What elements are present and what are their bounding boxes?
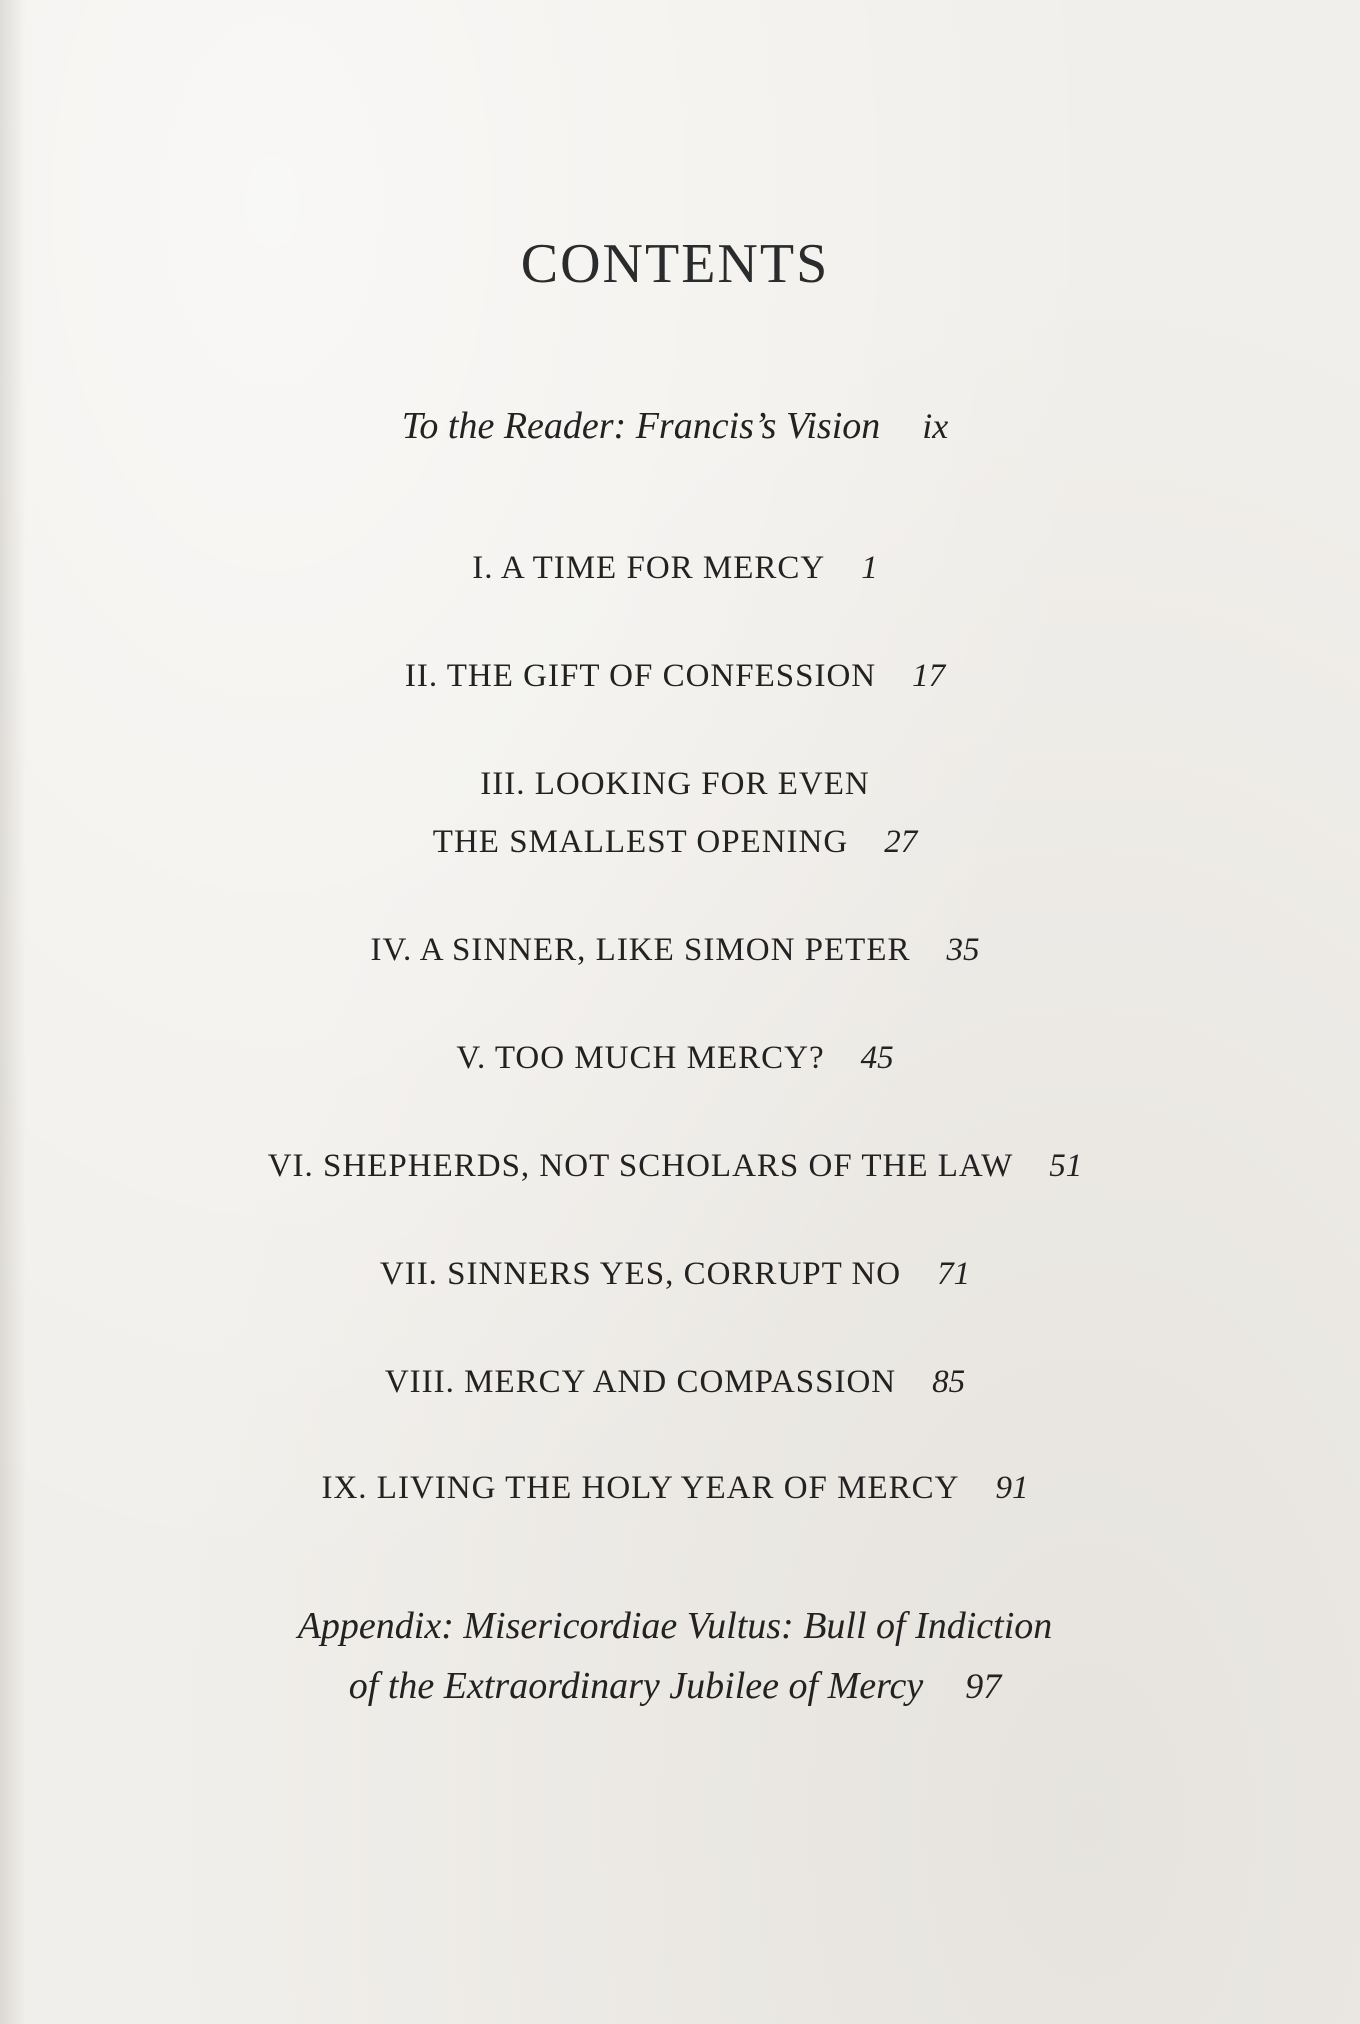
toc-page-number: ix [922,406,949,446]
toc-entry-label: IX. LIVING THE HOLY YEAR OF MERCY [321,1470,960,1506]
toc-entry-chapter-4 [0,932,1350,969]
toc-entry-label: VII. SINNERS YES, CORRUPT NO [379,1256,902,1292]
toc-page-number: 85 [932,1364,966,1400]
toc-page-number: 1 [861,550,878,586]
toc-entry-chapter-2 [0,658,1350,695]
toc-entry-chapter-3 [0,766,1350,803]
toc-entry-appendix-continued [0,1664,1350,1708]
toc-entry-chapter-8 [0,1364,1350,1401]
toc-entry-chapter-6 [0,1148,1350,1185]
toc-entry-chapter-1 [0,550,1350,587]
toc-entry-label: I. A TIME FOR MERCY [472,550,826,586]
toc-page-number: 71 [937,1256,971,1292]
toc-entry-chapter-9 [0,1470,1350,1507]
toc-entry-label-line2: THE SMALLEST OPENING [432,824,849,860]
toc-entry-appendix [0,1604,1350,1648]
toc-entry-label: To the Reader: Francis’s Vision [401,405,881,447]
toc-entry-to-the-reader [0,404,1350,448]
toc-entry-label-line2: of the Extraordinary Jubilee of Mercy [348,1665,924,1707]
toc-entry-label: V. TOO MUCH MERCY? [456,1040,825,1076]
toc-entry-label-line1: Appendix: Misericordiae Vultus: Bull of Indiction [297,1605,1053,1647]
toc-page-number: 45 [860,1040,894,1076]
toc-entry-chapter-7 [0,1256,1350,1293]
toc-page-number: 35 [946,932,980,968]
toc-entry-label-line1: III. LOOKING FOR EVEN [480,766,870,802]
toc-page-number: 97 [965,1666,1002,1706]
toc-page-number: 91 [995,1470,1029,1506]
toc-page-number: 51 [1049,1148,1083,1184]
toc-page-number: 27 [884,824,918,860]
toc-page-number: 17 [912,658,946,694]
toc-entry-label: VIII. MERCY AND COMPASSION [384,1364,897,1400]
toc-entry-label: II. THE GIFT OF CONFESSION [404,658,877,694]
toc-entry-chapter-5 [0,1040,1350,1077]
toc-entry-label: VI. SHEPHERDS, NOT SCHOLARS OF THE LAW [267,1148,1014,1184]
page-title: CONTENTS [520,233,830,295]
page-edge-shadow [0,0,26,2024]
toc-entry-label: IV. A SINNER, LIKE SIMON PETER [370,932,911,968]
toc-entry-chapter-3-continued [0,824,1350,861]
